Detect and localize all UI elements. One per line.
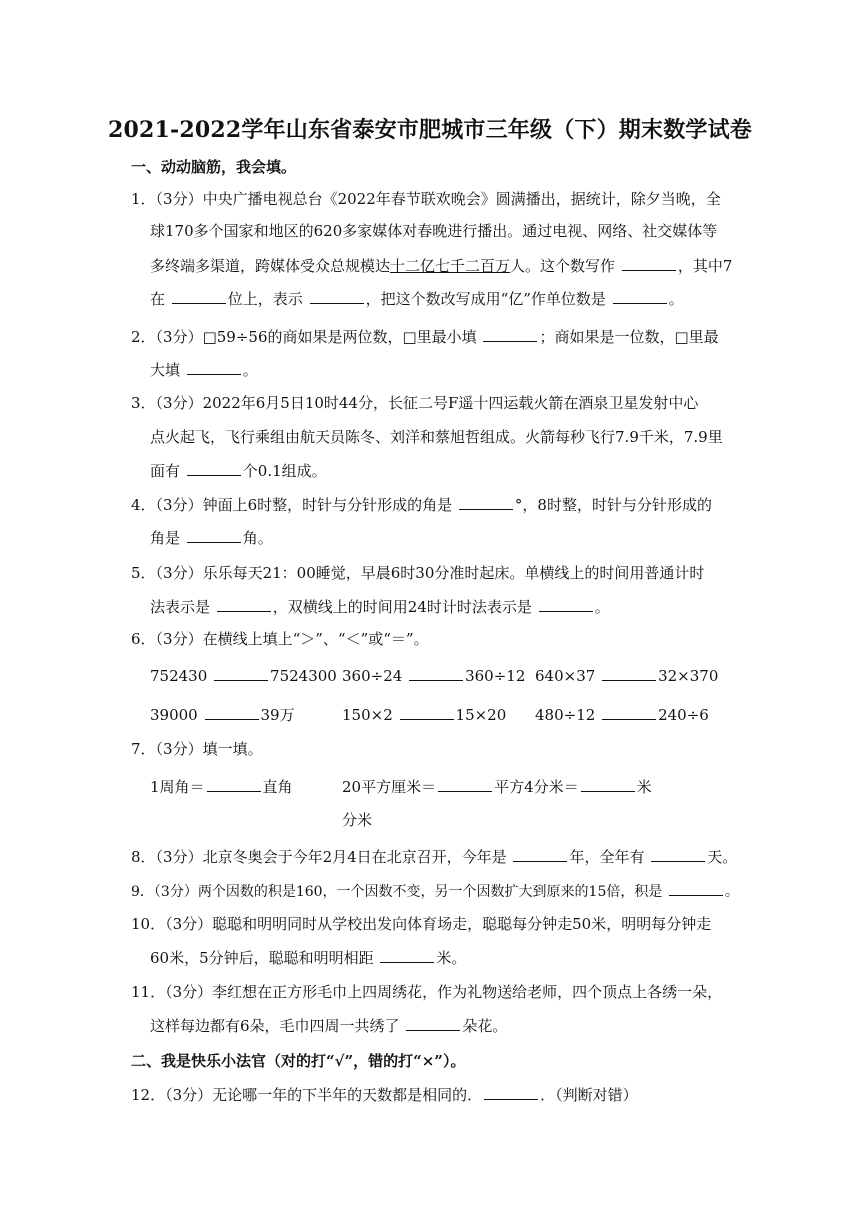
- q11-text: 朵花。: [462, 1017, 508, 1035]
- q7-fill-1: [150, 776, 293, 797]
- q6-compare-3: [535, 665, 718, 686]
- q2-text: 大填: [150, 361, 181, 379]
- answer-blank[interactable]: [581, 776, 635, 792]
- q8-line1: [131, 846, 737, 867]
- q1-text: ，其中7: [677, 257, 733, 275]
- answer-blank[interactable]: [513, 846, 567, 862]
- answer-blank[interactable]: [669, 880, 723, 896]
- answer-blank[interactable]: [187, 359, 241, 375]
- answer-blank[interactable]: [438, 776, 492, 792]
- q4-text: 角是: [150, 529, 181, 547]
- q12-line1: [131, 1084, 638, 1105]
- q2-text: 。: [242, 361, 258, 379]
- q1-text: 多终端多渠道，跨媒体受众总规模达: [150, 257, 391, 275]
- q8-text: 年，全年有: [569, 848, 645, 866]
- answer-blank[interactable]: [651, 846, 705, 862]
- q6-left: 480÷12: [535, 706, 596, 724]
- q11-line2: [150, 1015, 507, 1036]
- q10-line1: 10．（3分）聪聪和明明同时从学校出发向体育场走，聪聪每分钟走50米，明明每分钟走: [131, 915, 712, 933]
- q6-left: 752430: [150, 667, 208, 685]
- underlined-number: 十二亿七千二百万: [390, 257, 511, 275]
- q1-text: 。: [668, 290, 684, 308]
- q5-text: 。: [594, 598, 610, 616]
- q4-line2: [150, 527, 273, 548]
- answer-blank[interactable]: [409, 665, 463, 681]
- q10-text: 60米，5分钟后，聪聪和明明相距: [150, 949, 374, 967]
- q12-text: ．（判断对错）: [540, 1086, 638, 1104]
- q1-text: ，把这个数改写成用“亿”作单位数是: [365, 290, 606, 308]
- q1-line1: 1．（3分）中央广播电视总台《2022年春节联欢晚会》圆满播出，据统计，除夕当晚，全: [131, 190, 721, 208]
- q9-text: 。: [724, 884, 739, 900]
- q11-text: 这样每边都有6朵，毛巾四周一共绣了: [150, 1017, 400, 1035]
- q7-line1: 7．（3分）填一填。: [131, 740, 263, 758]
- q4-text: °，8时整，时针与分针形成的: [514, 496, 712, 514]
- q9-text: 9．（3分）两个因数的积是160，一个因数不变，另一个因数扩大到原来的15倍，积是: [131, 884, 663, 900]
- answer-blank[interactable]: [172, 288, 226, 304]
- q7-text: 米: [636, 778, 652, 796]
- q2-line1: [131, 326, 719, 347]
- q7-fill-2-cont: 分米: [342, 811, 373, 829]
- answer-blank[interactable]: [310, 288, 364, 304]
- section-heading-fill: 一、动动脑筋，我会填。: [131, 158, 297, 176]
- q6-right: 32×370: [658, 667, 719, 685]
- q7-text: 1周角＝: [150, 778, 205, 796]
- q1-line3: [150, 255, 732, 276]
- answer-blank[interactable]: [539, 596, 593, 612]
- q3-line2: 点火起飞，飞行乘组由航天员陈冬、刘洋和蔡旭哲组成。火箭每秒飞行7.9千米，7.9里: [150, 428, 723, 446]
- answer-blank[interactable]: [483, 326, 537, 342]
- q9-line1: [131, 880, 739, 902]
- q12-text: 12．（3分）无论哪一年的下半年的天数都是相同的．: [131, 1086, 483, 1104]
- q1-line4: [150, 288, 684, 309]
- q10-line2: [150, 947, 466, 968]
- q1-text: 人。这个数写作: [510, 257, 616, 275]
- q7-text: 直角: [262, 778, 293, 796]
- q6-right: 360÷12: [465, 667, 526, 685]
- answer-blank[interactable]: [622, 255, 676, 271]
- answer-blank[interactable]: [207, 776, 261, 792]
- q4-line1: [131, 494, 712, 515]
- q5-line1: 5．（3分）乐乐每天21：00睡觉，早晨6时30分准时起床。单横线上的时间用普通计时: [131, 564, 705, 582]
- q7-text: 20平方厘米＝: [342, 778, 437, 796]
- q5-text: 法表示是: [150, 598, 211, 616]
- q3-line1: 3．（3分）2022年6月5日10时44分，长征二号F遥十四运载火箭在酒泉卫星发射中心: [131, 394, 699, 412]
- answer-blank[interactable]: [400, 704, 454, 720]
- q6-right: 15×20: [455, 706, 507, 724]
- q3-line3: [150, 460, 327, 481]
- page-title: 2021-2022学年山东省泰安市肥城市三年级（下）期末数学试卷: [108, 117, 752, 143]
- q1-text: 位上，表示: [227, 290, 303, 308]
- q7-text: 4分米＝: [524, 778, 579, 796]
- q8-text: 天。: [707, 848, 738, 866]
- q7-text: 平方: [494, 778, 525, 796]
- q10-text: 米。: [436, 949, 467, 967]
- q5-line2: [150, 596, 610, 617]
- q6-left: 150×2: [342, 706, 393, 724]
- q6-right: 240÷6: [658, 706, 709, 724]
- q3-text: 面有: [150, 462, 181, 480]
- q1-line2: 球170多个国家和地区的620多家媒体对春晚进行播出。通过电视、网络、社交媒体等: [150, 222, 718, 240]
- q7-fill-2: [342, 776, 652, 797]
- q6-compare-4: [150, 704, 295, 725]
- answer-blank[interactable]: [602, 665, 656, 681]
- q6-right: 7524300: [270, 667, 337, 685]
- q11-line1: 11．（3分）李红想在正方形毛巾上四周绣花，作为礼物送给老师，四个顶点上各绣一朵，: [131, 983, 723, 1001]
- answer-blank[interactable]: [613, 288, 667, 304]
- answer-blank[interactable]: [406, 1015, 460, 1031]
- q6-left: 640×37: [535, 667, 596, 685]
- q6-line1: 6．（3分）在横线上填上“＞”、“＜”或“＝”。: [131, 630, 429, 648]
- q1-text: 在: [150, 290, 166, 308]
- q6-right: 39万: [260, 706, 295, 724]
- answer-blank[interactable]: [187, 527, 241, 543]
- answer-blank[interactable]: [205, 704, 259, 720]
- q6-left: 39000: [150, 706, 198, 724]
- answer-blank[interactable]: [380, 947, 434, 963]
- q5-text: ，双横线上的时间用24时计时法表示是: [272, 598, 532, 616]
- q6-compare-1: [150, 665, 337, 686]
- q2-text: 2．（3分）□59÷56的商如果是两位数，□里最小填: [131, 328, 477, 346]
- q3-text: 个0.1组成。: [242, 462, 327, 480]
- q4-text: 角。: [242, 529, 273, 547]
- q6-left: 360÷24: [342, 667, 403, 685]
- answer-blank[interactable]: [217, 596, 271, 612]
- section-heading-judge: 二、我是快乐小法官（对的打“√”，错的打“×”）。: [131, 1052, 466, 1070]
- q4-text: 4．（3分）钟面上6时整，时针与分针形成的角是: [131, 496, 453, 514]
- answer-blank[interactable]: [459, 494, 513, 510]
- q6-compare-5: [342, 704, 506, 725]
- answer-blank[interactable]: [214, 665, 268, 681]
- answer-blank[interactable]: [602, 704, 656, 720]
- q6-compare-2: [342, 665, 525, 686]
- q8-text: 8．（3分）北京冬奥会于今年2月4日在北京召开，今年是: [131, 848, 507, 866]
- answer-blank[interactable]: [187, 460, 241, 476]
- q2-text: ；商如果是一位数，□里最: [539, 328, 719, 346]
- q6-compare-6: [535, 704, 709, 725]
- q2-line2: [150, 359, 258, 380]
- answer-blank[interactable]: [484, 1084, 538, 1100]
